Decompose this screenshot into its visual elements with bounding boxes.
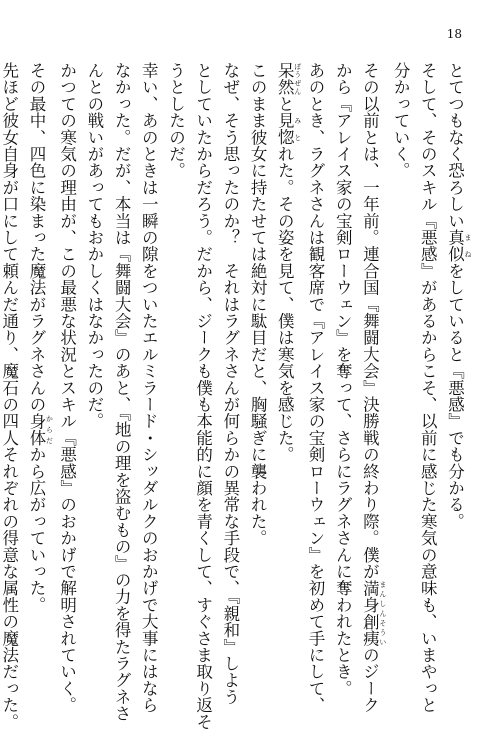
text-line: そして、そのスキル『悪感』があるからこそ、以前に感じた寒気の意味も、いまやっと <box>418 62 438 714</box>
vertical-text-body <box>0 62 472 730</box>
text-line: とてつもなく恐ろしい真似 まねをしていると『悪感』でも分かる。 <box>445 62 472 530</box>
text-line: 幸い、あのときは一瞬の隙をついたエルミラード・シッダルクのおかげで大事にはなら <box>139 62 159 714</box>
ruby-word: 真似 まね <box>445 229 472 263</box>
text-line: 呆然 ぼうぜんと見惚 みとれた。その姿を見て、僕は寒気を感じた。 <box>275 62 302 463</box>
text-line: あのとき、ラグネさんは観客席で『アレイス家の宝剣ローウェン』を初めて手にして、 <box>305 62 325 714</box>
text-line: かつての寒気の理由が、この最悪な状況とスキル『悪感』のおかげで解明されていく。 <box>57 62 77 714</box>
page-number: 18 <box>446 27 462 41</box>
text-line: うとしたのだ。 <box>166 62 186 179</box>
ruby-word: 身体 からだ <box>26 412 54 447</box>
text-line: としていたからだろう。だから、ジークも僕も本能的に顔を青くして、すぐさま取り返そ <box>193 62 213 730</box>
text-line: んとの戦いがあってもおかしくはなかったのだ。 <box>84 62 104 430</box>
text-line: なかった。だが、本当は『舞闘大会』のあと、『地の理を盗むもの』の力を得たラグネさ <box>112 62 132 722</box>
text-line: その以前とは、一年前。連合国『舞闘大会』決勝戦の終わり際。僕が満身創痍 まんしんそういのジーク <box>360 62 387 714</box>
text-line: なぜ、そう思ったのか？ それはラグネさんが何らかの異常な手段で、『親和』しよう <box>220 62 240 706</box>
text-line: このまま彼女に持たせては絶対に駄目だと、胸騒ぎに襲われた。 <box>248 62 268 547</box>
ruby-word: 見惚 みと <box>275 112 302 146</box>
ruby-word: 呆然 ぼうぜん <box>275 62 302 96</box>
text-line: 分かっていく。 <box>391 62 411 179</box>
text-line: 先ほど彼女自身が口にして頼んだ通り、魔石の四人それぞれの得意な属性の魔法だった。 <box>0 62 19 730</box>
text-line: その最中、四色に染まった魔法がラグネさんの身体 からだから広がっていった。 <box>26 62 54 614</box>
ruby-word: 満身創痍 まんしんそうい <box>360 579 387 647</box>
text-line: から『アレイス家の宝剣ローウェン』を奪って、さらにラグネさんに奪われたとき。 <box>333 62 353 697</box>
